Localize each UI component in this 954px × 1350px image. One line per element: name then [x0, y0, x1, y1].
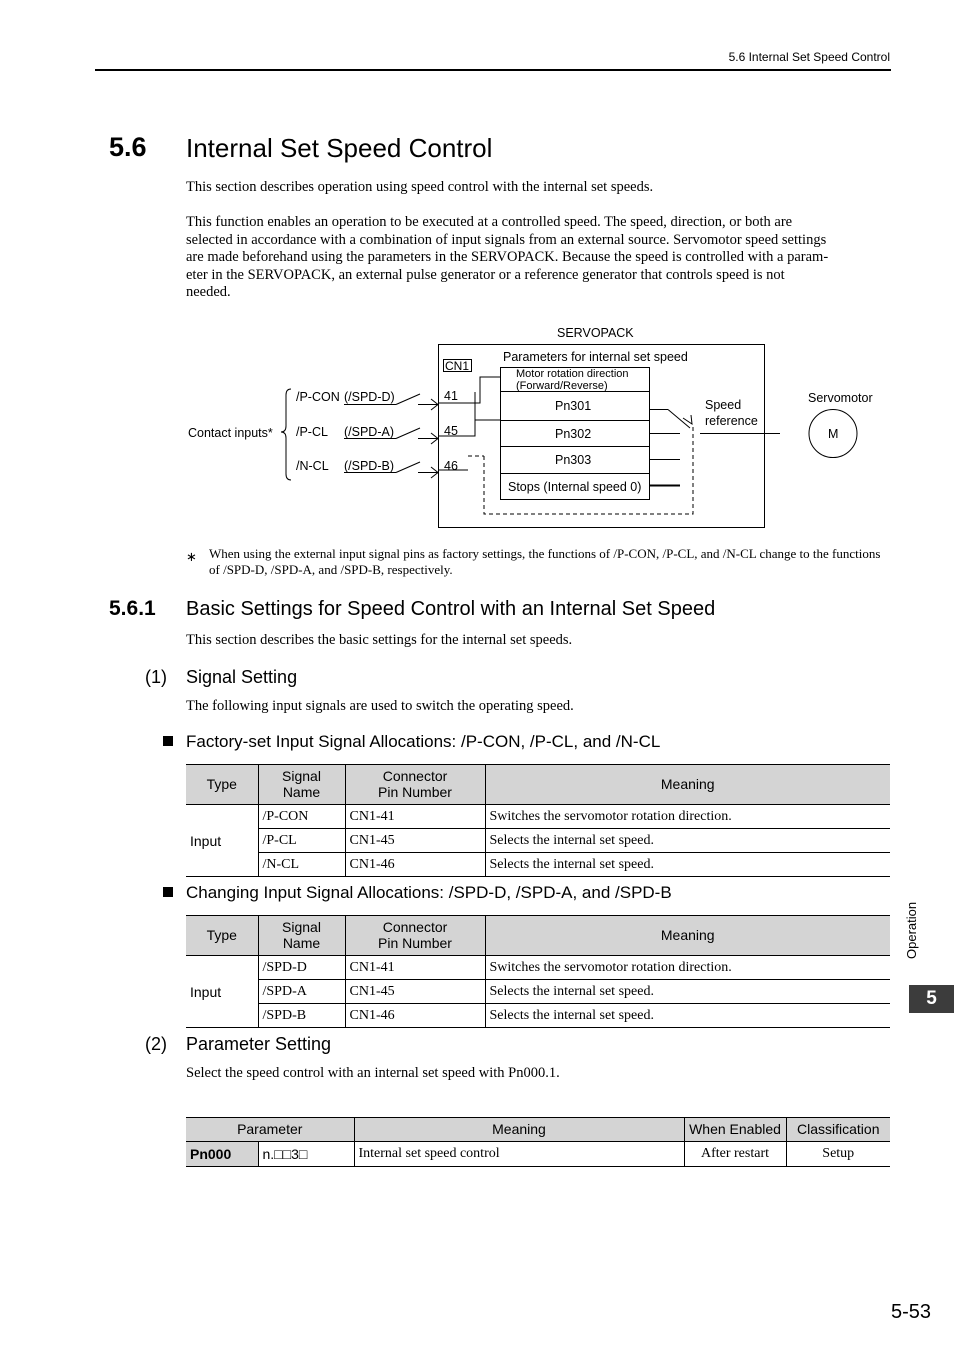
chapter-tab: 5	[909, 985, 954, 1013]
chapter-side-label: Operation	[904, 901, 919, 959]
meaning-cell: Selects the internal set speed.	[485, 829, 890, 853]
signal-cell: /SPD-A	[258, 980, 345, 1004]
col-meaning: Meaning	[354, 1118, 684, 1142]
col-type: Type	[186, 916, 258, 956]
footnote-mark: ∗	[186, 549, 197, 564]
speed-reference-label: Speed	[705, 398, 742, 412]
pin-cell: CN1-41	[345, 956, 485, 980]
contact-inputs-label: Contact inputs*	[188, 426, 273, 440]
col-classification: Classification	[786, 1118, 890, 1142]
signal-cell: /SPD-D	[258, 956, 345, 980]
when-enabled-cell: After restart	[684, 1142, 786, 1167]
pn302-label: Pn302	[555, 427, 592, 441]
meaning-cell: Switches the servomotor rotation direction.	[485, 805, 890, 829]
heading-title: Parameter Setting	[186, 1034, 332, 1054]
signal-setting-intro: The following input signals are used to switch the operating speed.	[186, 698, 574, 714]
description-line: eter in the SERVOPACK, an external pulse generator or a reference generator that controls speed is not	[186, 266, 785, 283]
pin-cell: CN1-41	[345, 805, 485, 829]
meaning-cell: Selects the internal set speed.	[485, 1004, 890, 1028]
description-line: are made beforehand using the parameters in the SERVOPACK. Because the speed is controlled with a param-	[186, 249, 829, 266]
signal-spd-d: (/SPD-D)	[344, 390, 395, 404]
signal-cell: /SPD-B	[258, 1004, 345, 1028]
col-type: Type	[186, 765, 258, 805]
col-when-enabled: When Enabled	[684, 1118, 786, 1142]
servopack-label: SERVOPACK	[557, 326, 634, 340]
heading-number: (2)	[145, 1034, 167, 1054]
running-header: 5.6 Internal Set Speed Control	[728, 50, 890, 64]
factory-set-table	[186, 764, 890, 877]
params-title: Parameters for internal set speed	[503, 350, 688, 364]
heading-title: Signal Setting	[186, 667, 298, 687]
cn1-label: CN1	[445, 359, 470, 373]
changing-table	[186, 915, 890, 1028]
parameter-setting-heading	[145, 1034, 331, 1055]
type-cell: Input	[186, 956, 258, 1028]
col-connector: Connector Pin Number	[345, 765, 485, 805]
square-bullet-icon	[163, 887, 173, 897]
pin-cell: CN1-45	[345, 829, 485, 853]
switch-contact	[668, 410, 690, 429]
parameter-setting-cell: n.□□3□	[258, 1142, 354, 1167]
factory-set-heading-text: Factory-set Input Signal Allocations: /P-CON, /P-CL, and /N-CL	[186, 732, 661, 751]
description-line: selected in accordance with a combination of input signals from an external source. Servomotor speed settings	[186, 231, 827, 248]
subsection-title: Basic Settings for Speed Control with an Internal Set Speed	[186, 598, 716, 620]
signal-spd-b: (/SPD-B)	[344, 459, 394, 473]
pn303-label: Pn303	[555, 453, 592, 467]
meaning-cell: Internal set speed control	[354, 1142, 684, 1167]
heading-number: (1)	[145, 667, 167, 687]
col-connector: Connector Pin Number	[345, 916, 485, 956]
changing-heading	[163, 883, 672, 903]
meaning-cell: Selects the internal set speed.	[485, 853, 890, 877]
table-row	[186, 1142, 890, 1167]
col-signal-name: Signal Name	[258, 916, 345, 956]
signal-p-cl: /P-CL	[296, 425, 328, 439]
signal-cell: /P-CON	[258, 805, 345, 829]
pin-41-label: 41	[444, 389, 458, 403]
description-line: needed.	[186, 284, 231, 301]
col-meaning: Meaning	[485, 765, 890, 805]
motor-direction-label: Motor rotation direction	[516, 368, 629, 380]
pin-45-label: 45	[444, 424, 458, 438]
description-line: This function enables an operation to be executed at a controlled speed. The speed, direction, or both are	[186, 214, 793, 230]
switch-contact	[396, 462, 420, 473]
pin-cell: CN1-46	[345, 853, 485, 877]
signal-cell: /P-CL	[258, 829, 345, 853]
pin-cell: CN1-46	[345, 1004, 485, 1028]
internal-speed-block-diagram	[0, 0, 954, 540]
col-meaning: Meaning	[485, 916, 890, 956]
parameter-table	[186, 1117, 890, 1167]
signal-p-con: /P-CON	[296, 390, 340, 404]
signal-n-cl: /N-CL	[296, 459, 329, 473]
pin-cell: CN1-45	[345, 980, 485, 1004]
switch-contact	[396, 394, 420, 405]
signal-spd-a: (/SPD-A)	[344, 425, 394, 439]
section-number: 5.6	[109, 132, 147, 162]
col-signal-name: Signal Name	[258, 765, 345, 805]
motor-direction-label: (Forward/Reverse)	[516, 380, 608, 392]
table-row	[186, 980, 890, 1004]
switch-contact	[396, 428, 420, 439]
table-row	[186, 1004, 890, 1028]
servomotor-label: Servomotor	[808, 391, 873, 405]
table-row	[186, 805, 890, 829]
motor-symbol: M	[828, 427, 839, 441]
meaning-cell: Switches the servomotor rotation direction.	[485, 956, 890, 980]
contact-brace	[281, 389, 291, 480]
subsection-intro: This section describes the basic settings for the internal set speeds.	[186, 632, 573, 648]
table-row	[186, 853, 890, 877]
page-number: 5-53	[890, 1301, 931, 1323]
stops-label: Stops (Internal speed 0)	[508, 480, 642, 494]
col-parameter: Parameter	[186, 1118, 354, 1142]
parameter-setting-intro: Select the speed control with an internal set speed with Pn000.1.	[186, 1065, 560, 1081]
pin-46-label: 46	[444, 459, 458, 473]
classification-cell: Setup	[786, 1142, 890, 1167]
speed-reference-label: reference	[705, 414, 758, 428]
footnote-text: When using the external input signal pins as factory settings, the functions of /P-CON, /P-CL, and /N-CL change to the functions of /SPD-D, /SPD-A, and /SPD-B, respectively.	[209, 546, 881, 578]
parameter-number-cell: Pn000	[186, 1142, 258, 1167]
table-row	[186, 956, 890, 980]
meaning-cell: Selects the internal set speed.	[485, 980, 890, 1004]
changing-heading-text: Changing Input Signal Allocations: /SPD-D, /SPD-A, and /SPD-B	[186, 883, 672, 902]
signal-setting-heading	[145, 667, 297, 688]
pn301-label: Pn301	[555, 399, 592, 413]
table-row	[186, 829, 890, 853]
type-cell: Input	[186, 805, 258, 877]
factory-set-heading	[163, 732, 660, 752]
section-intro: This section describes operation using speed control with the internal set speeds.	[186, 179, 654, 195]
section-title: Internal Set Speed Control	[186, 133, 493, 163]
signal-cell: /N-CL	[258, 853, 345, 877]
subsection-number: 5.6.1	[109, 597, 156, 620]
square-bullet-icon	[163, 736, 173, 746]
